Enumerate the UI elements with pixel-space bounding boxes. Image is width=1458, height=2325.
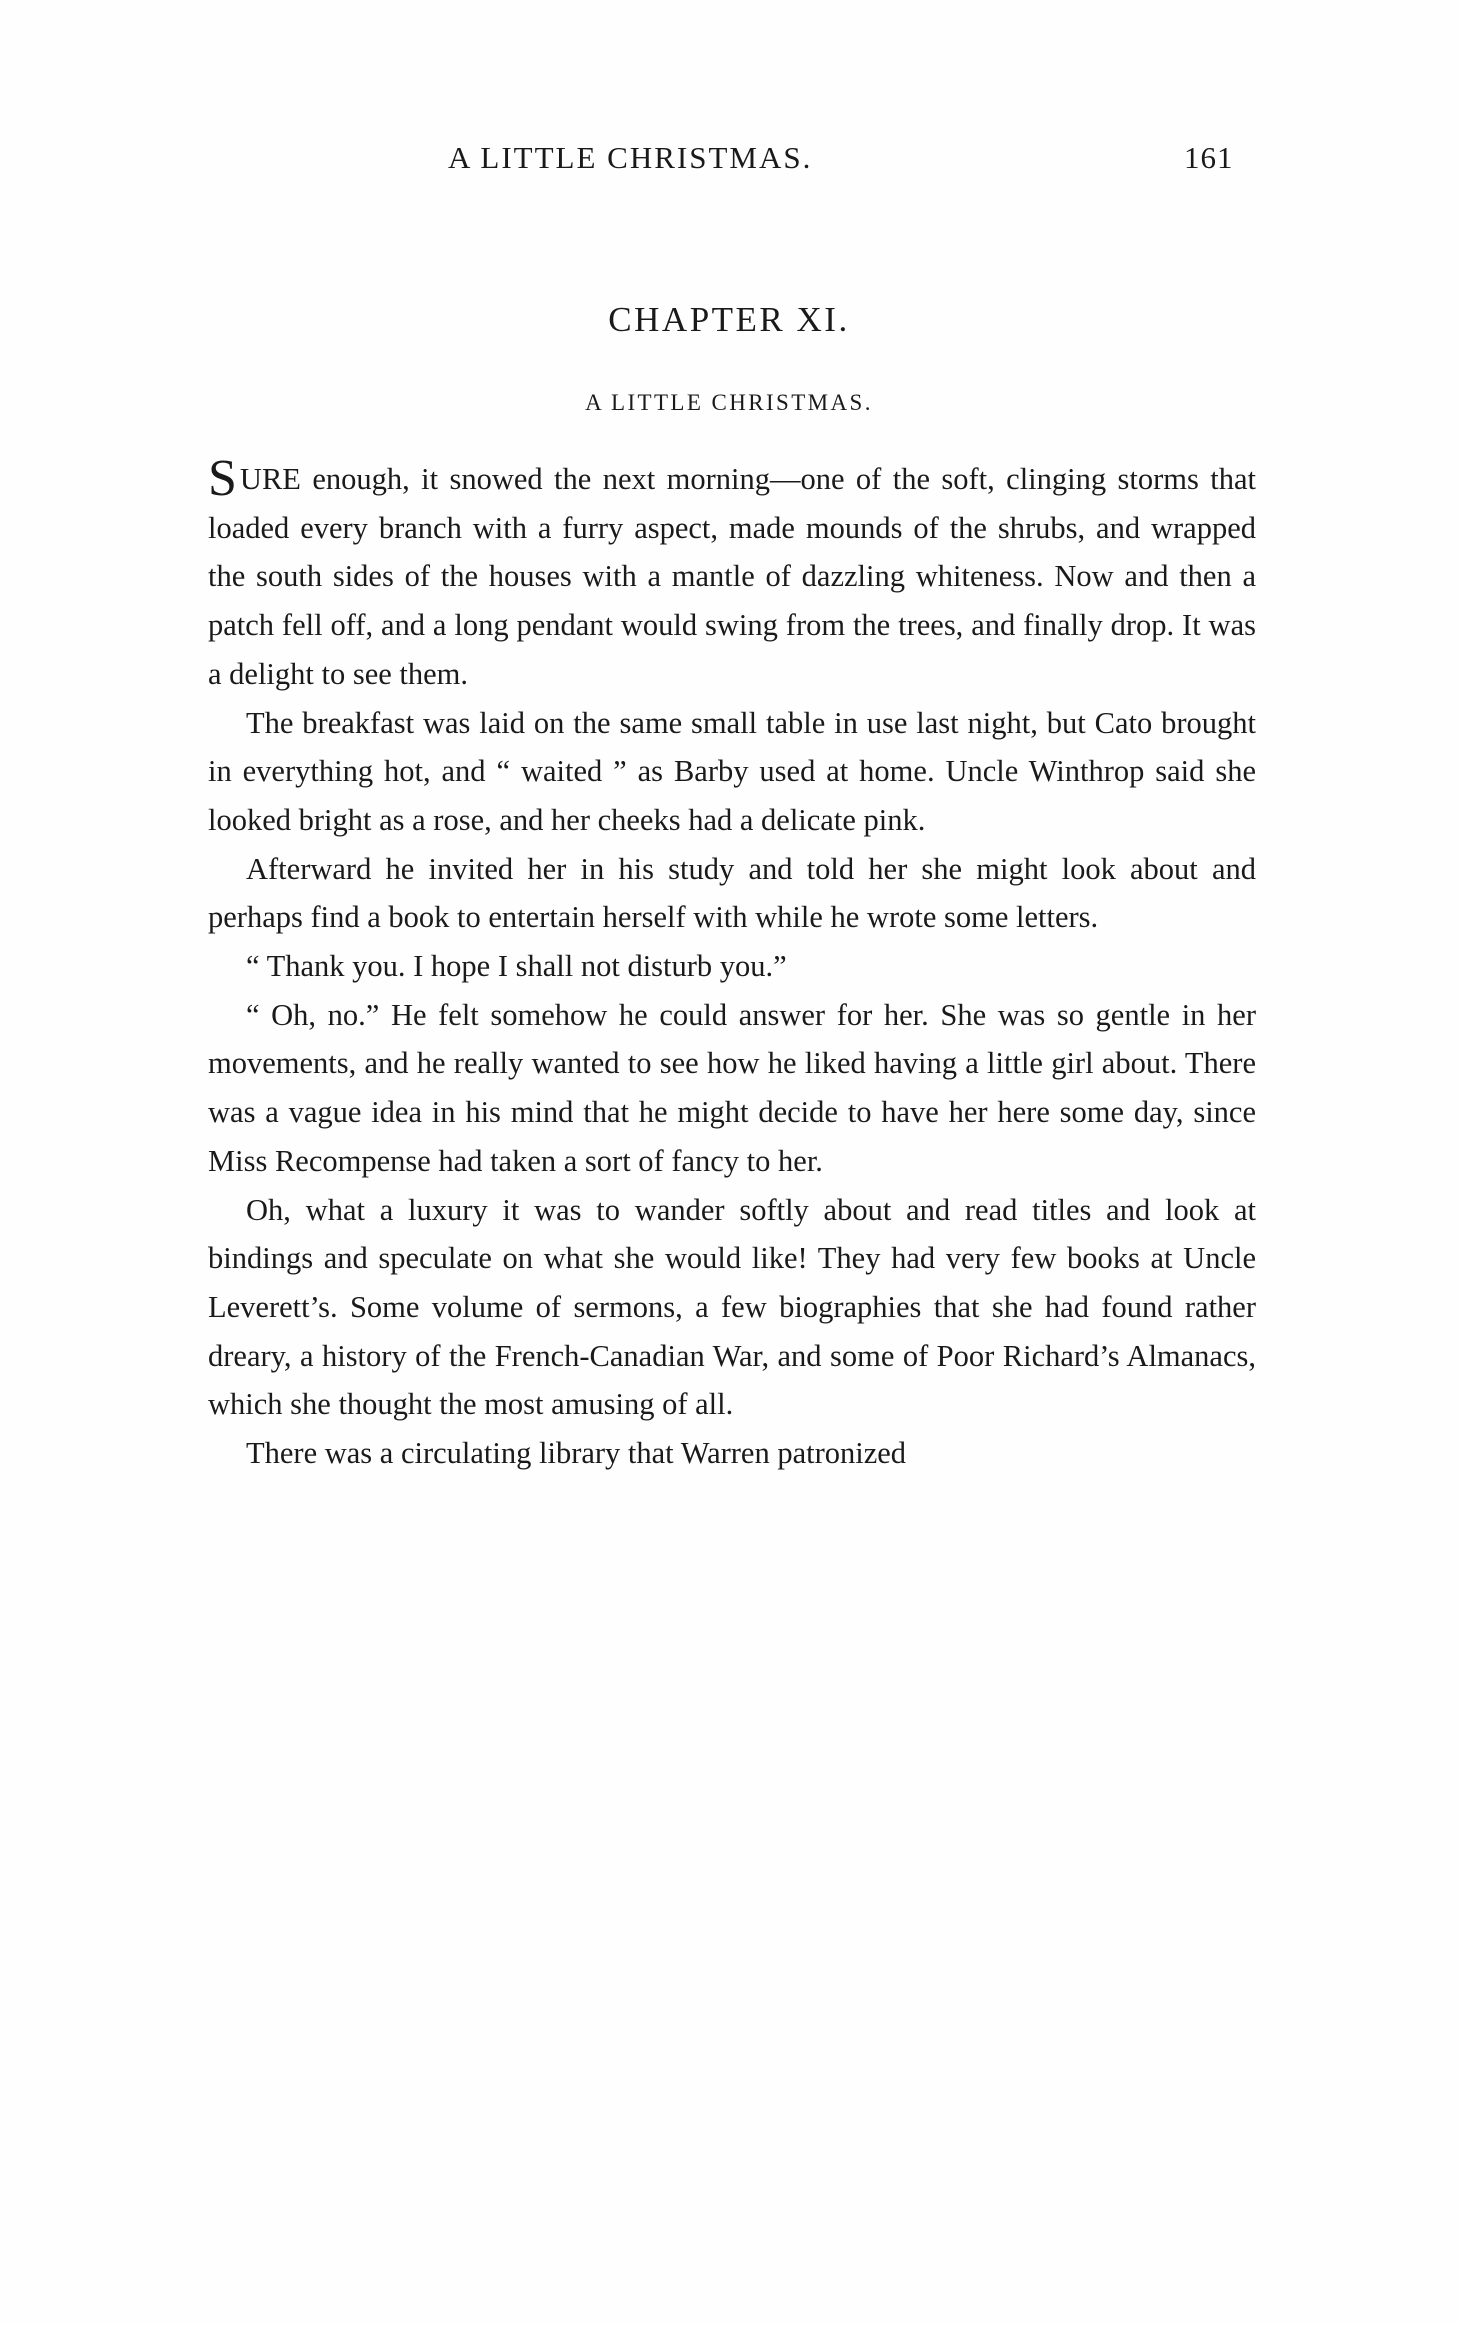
chapter-number: CHAPTER XI. [608, 300, 850, 339]
paragraph-1-text: URE enough, it snowed the next morning—one of the soft, clinging storms that loaded every branch with a furry aspect, made mounds of the shrubs, and wrapped the south sides of the houses with a mantle of dazzling whiteness. Now and then a patch fell off, and a long pendant would swing from the trees, and finally drop. It was a delight to see them. [208, 462, 1256, 691]
paragraph-3: Afterward he invited her in his study and told her she might look about and perhaps find a book to entertain herself with while he wrote some letters. [208, 851, 1256, 935]
paragraph-6: Oh, what a luxury it was to wander softly about and read titles and look at bindings and speculate on what she would like! They had very few books at Uncle Leverett’s. Some volume of sermons, a few biographies that she had found rather dreary, a history of the French-Canadian War, and some of Poor Richard’s Almanacs, which she thought the most amusing of all. [208, 1192, 1256, 1422]
page-number: 161 [1184, 140, 1234, 175]
chapter-title: A LITTLE CHRISTMAS. [585, 390, 873, 415]
paragraph-1 [208, 450, 1256, 699]
running-head-title: A LITTLE CHRISTMAS. [448, 140, 813, 175]
paragraph-7: There was a circulating library that Warren patronized [246, 1436, 907, 1471]
body-text [208, 450, 1256, 1478]
paragraph-5: “ Oh, no.” He felt somehow he could answer for her. She was so gentle in her movements, and he really wanted to see how he liked having a little girl about. There was a vague idea in his mind that he might decide to have her here some day, since Miss Recompense had taken a sort of fancy to her. [208, 997, 1256, 1178]
paragraph-4: “ Thank you. I hope I shall not disturb you.” [246, 949, 787, 984]
drop-cap: S [208, 450, 237, 507]
running-head [0, 140, 1458, 186]
paragraph-2: The breakfast was laid on the same small table in use last night, but Cato brought in everything hot, and “ waited ” as Barby used at home. Uncle Winthrop said she looked bright as a rose, and her cheeks had a delicate pink. [208, 705, 1256, 837]
